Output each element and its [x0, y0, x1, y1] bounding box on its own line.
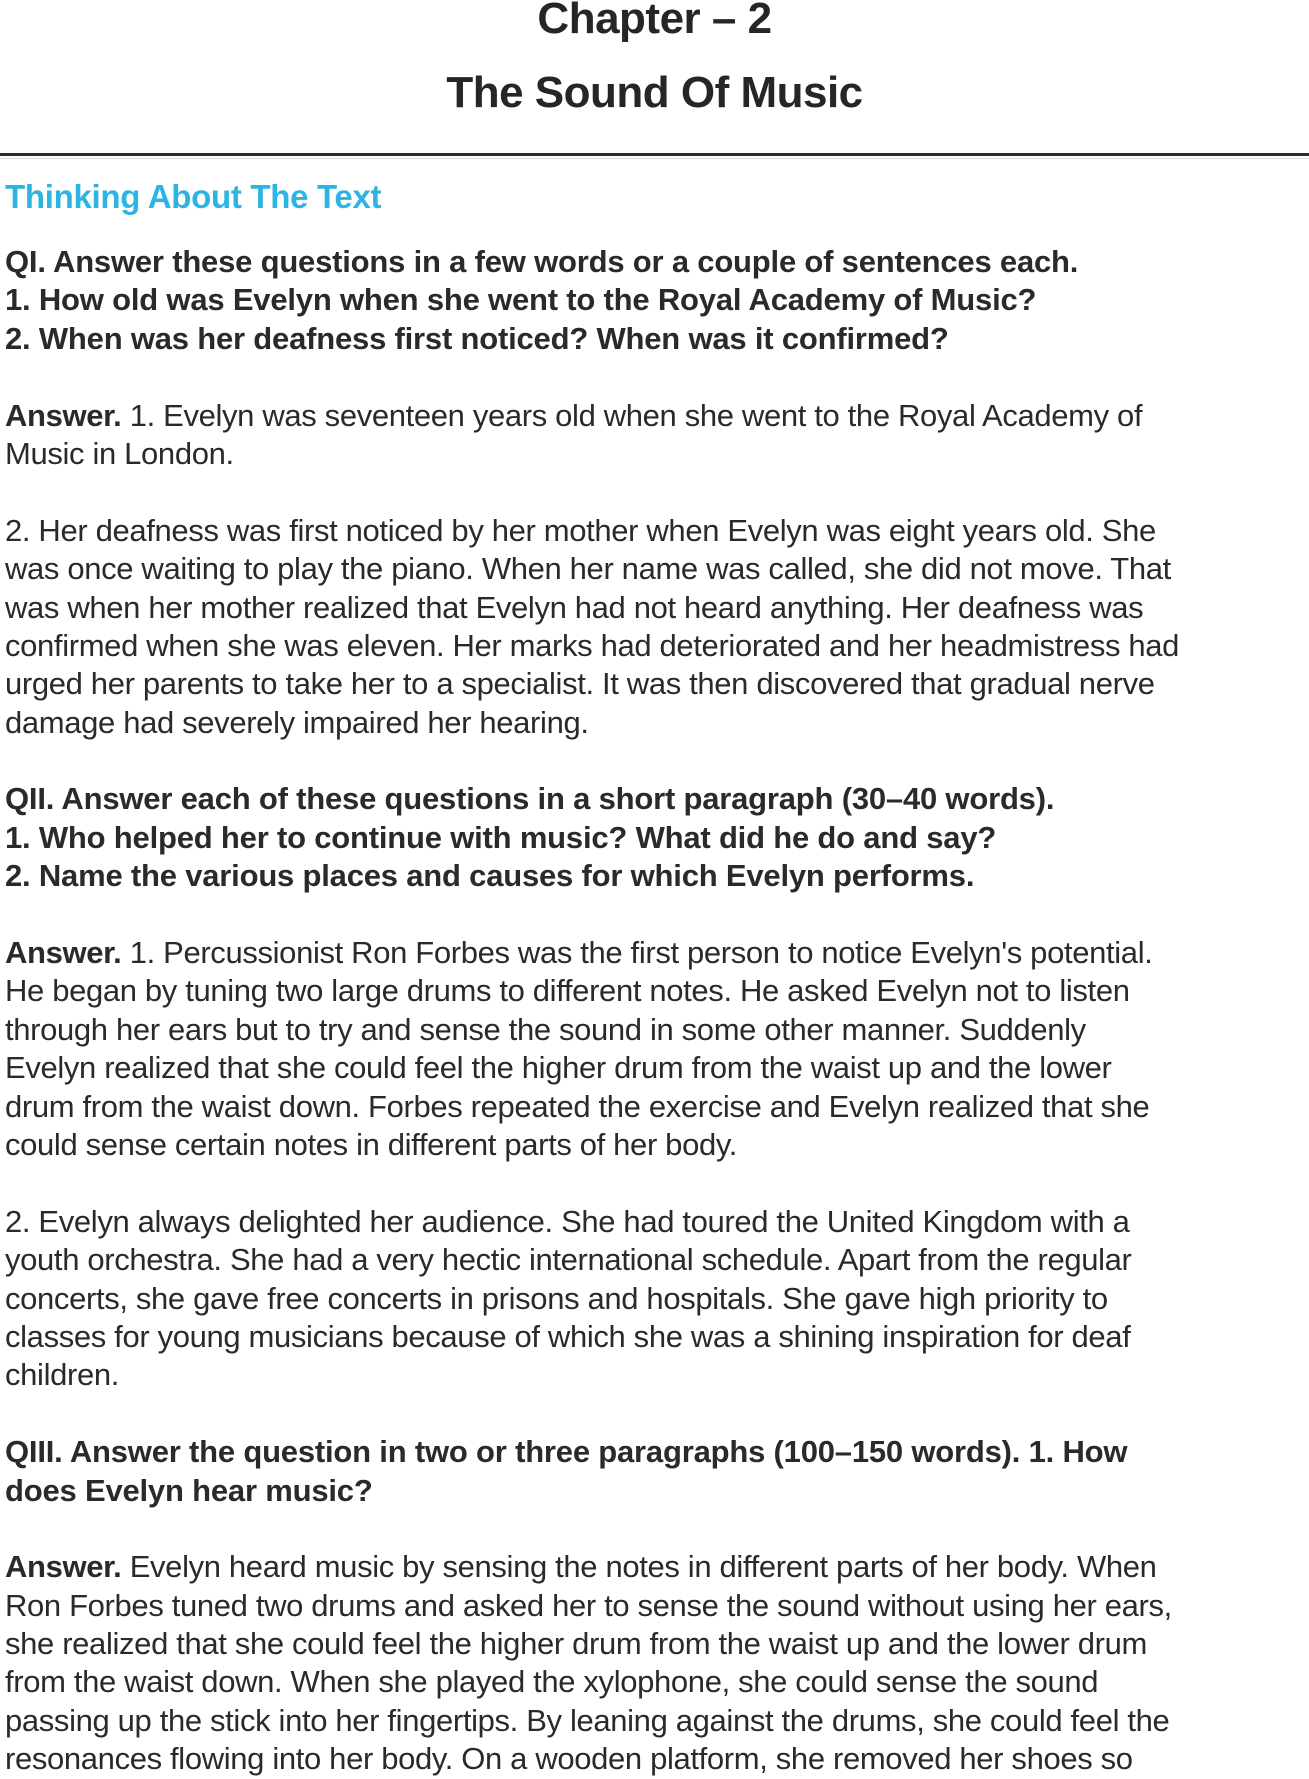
- answer-line: [5, 1356, 1305, 1394]
- answer-line: [5, 589, 1305, 627]
- answer-line: [5, 512, 1305, 550]
- line-text: He began by tuning two large drums to different notes. He asked Evelyn not to listen: [5, 973, 1130, 1009]
- answer-line: [5, 1548, 1305, 1586]
- line-text: could sense certain notes in different parts of her body.: [5, 1126, 737, 1162]
- qa-content: [5, 243, 1305, 1779]
- line-text: 1. Who helped her to continue with music? What did he do and say?: [5, 819, 997, 855]
- line-text: concerts, she gave free concerts in prisons and hospitals. She gave high priority to: [5, 1280, 1108, 1316]
- question-line: [5, 281, 1305, 319]
- question-line: [5, 320, 1305, 358]
- answer-line: [5, 1126, 1305, 1164]
- line-text: urged her parents to take her to a specialist. It was then discovered that gradual nerve: [5, 666, 1155, 702]
- line-text: 2. When was her deafness first noticed? When was it confirmed?: [5, 320, 949, 356]
- answer-line: [5, 1280, 1305, 1318]
- line-text: QII. Answer each of these questions in a short paragraph (30–40 words).: [5, 781, 1055, 817]
- line-text: 2. Name the various places and causes for which Evelyn performs.: [5, 858, 975, 894]
- answer-line: [5, 435, 1305, 473]
- line-text: through her ears but to try and sense the sound in some other manner. Suddenly: [5, 1011, 1086, 1047]
- line-text: 1. How old was Evelyn when she went to the Royal Academy of Music?: [5, 282, 1037, 318]
- question-block: [5, 243, 1305, 358]
- line-text: passing up the stick into her fingertips. By leaning against the drums, she could feel the: [5, 1702, 1170, 1738]
- line-text: does Evelyn hear music?: [5, 1472, 373, 1508]
- line-text: Music in London.: [5, 435, 234, 471]
- answer-line: [5, 1663, 1305, 1701]
- answer-block: [5, 1203, 1305, 1395]
- answer-line: [5, 1318, 1305, 1356]
- answer-line: [5, 1702, 1305, 1740]
- chapter-number: Chapter – 2: [537, 0, 772, 43]
- line-text: 2. Her deafness was first noticed by her mother when Evelyn was eight years old. She: [5, 512, 1156, 548]
- answer-line: [5, 627, 1305, 665]
- question-block: [5, 780, 1305, 895]
- answer-line: [5, 972, 1305, 1010]
- line-text: youth orchestra. She had a very hectic international schedule. Apart from the regular: [5, 1242, 1132, 1278]
- line-text: QIII. Answer the question in two or three paragraphs (100–150 words). 1. How: [5, 1434, 1128, 1470]
- answer-line: [5, 1587, 1305, 1625]
- question-line: [5, 857, 1305, 895]
- question-block: [5, 1433, 1305, 1510]
- question-line: [5, 1433, 1305, 1471]
- answer-line: [5, 397, 1305, 435]
- answer-line: [5, 1241, 1305, 1279]
- divider-light: [0, 158, 1309, 159]
- line-text: confirmed when she was eleven. Her marks had deteriorated and her headmistress had: [5, 627, 1180, 663]
- line-text: from the waist down. When she played the xylophone, she could sense the sound: [5, 1664, 1099, 1700]
- line-text: QI. Answer these questions in a few words or a couple of sentences each.: [5, 244, 1079, 279]
- spacer: [5, 896, 1305, 934]
- answer-block: [5, 934, 1305, 1164]
- answer-label: Answer.: [5, 935, 122, 971]
- spacer: [5, 1395, 1305, 1433]
- line-text: Ron Forbes tuned two drums and asked her to sense the sound without using her ears,: [5, 1587, 1172, 1623]
- answer-line: [5, 1049, 1305, 1087]
- question-line: [5, 1472, 1305, 1510]
- line-text: drum from the waist down. Forbes repeated the exercise and Evelyn realized that she: [5, 1088, 1150, 1124]
- answer-block: [5, 397, 1305, 474]
- spacer: [5, 1164, 1305, 1202]
- answer-line: [5, 1088, 1305, 1126]
- answer-line: [5, 1011, 1305, 1049]
- line-text: she realized that she could feel the higher drum from the waist up and the lower drum: [5, 1626, 1147, 1662]
- line-text: was once waiting to play the piano. When her name was called, she did not move. That: [5, 551, 1171, 587]
- line-text: Evelyn heard music by sensing the notes in different parts of her body. When: [121, 1549, 1157, 1585]
- line-text: was when her mother realized that Evelyn had not heard anything. Her deafness was: [5, 589, 1144, 625]
- answer-line: [5, 704, 1305, 742]
- spacer: [5, 358, 1305, 396]
- section-heading: Thinking About The Text: [5, 178, 382, 215]
- line-text: damage had severely impaired her hearing.: [5, 704, 589, 740]
- answer-block: [5, 512, 1305, 742]
- line-text: Evelyn realized that she could feel the higher drum from the waist up and the lower: [5, 1050, 1112, 1086]
- question-line: [5, 780, 1305, 818]
- spacer: [5, 742, 1305, 780]
- answer-line: [5, 1740, 1305, 1778]
- spacer: [5, 1510, 1305, 1548]
- line-text: 1. Percussionist Ron Forbes was the first person to notice Evelyn's potential.: [121, 935, 1153, 971]
- question-line: [5, 819, 1305, 857]
- line-text: children.: [5, 1357, 120, 1393]
- answer-line: [5, 1203, 1305, 1241]
- line-text: resonances flowing into her body. On a wooden platform, she removed her shoes so: [5, 1741, 1133, 1777]
- answer-line: [5, 1625, 1305, 1663]
- answer-label: Answer.: [5, 1549, 122, 1585]
- answer-block: [5, 1548, 1305, 1778]
- question-line: [5, 243, 1305, 281]
- spacer: [5, 473, 1305, 511]
- line-text: classes for young musicians because of which she was a shining inspiration for deaf: [5, 1318, 1131, 1354]
- divider: [0, 153, 1309, 156]
- line-text: 2. Evelyn always delighted her audience. She had toured the United Kingdom with a: [5, 1203, 1130, 1239]
- answer-line: [5, 550, 1305, 588]
- chapter-title: The Sound Of Music: [446, 68, 863, 117]
- answer-line: [5, 934, 1305, 972]
- line-text: 1. Evelyn was seventeen years old when she went to the Royal Academy of: [121, 397, 1143, 433]
- answer-line: [5, 665, 1305, 703]
- answer-label: Answer.: [5, 397, 122, 433]
